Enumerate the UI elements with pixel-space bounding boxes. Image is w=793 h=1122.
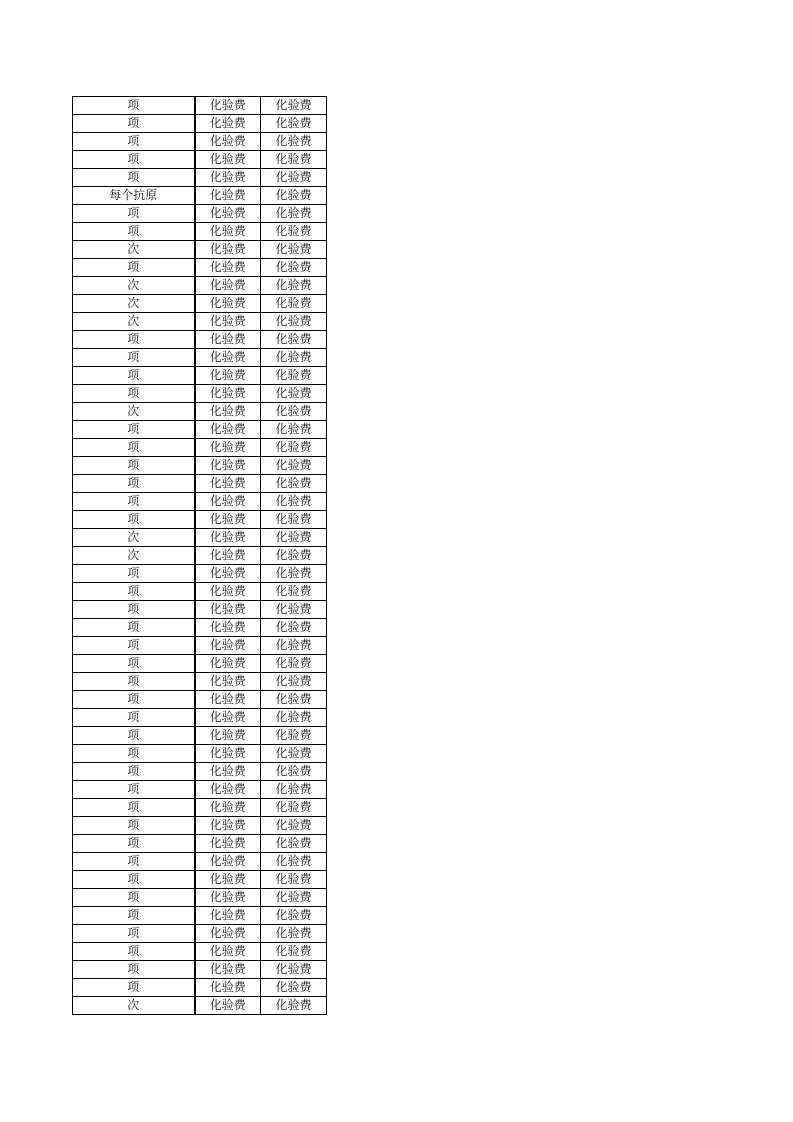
fee-type-cell: 化验费 [261, 943, 327, 961]
table-row [73, 673, 327, 691]
unit-cell: 项 [73, 961, 195, 979]
fee-type-cell: 化验费 [261, 727, 327, 745]
unit-cell: 项 [73, 781, 195, 799]
table-row [73, 205, 327, 223]
table-row [73, 421, 327, 439]
fee-category-cell: 化验费 [195, 349, 261, 367]
fee-category-cell: 化验费 [195, 241, 261, 259]
fee-category-cell: 化验费 [195, 205, 261, 223]
unit-cell: 项 [73, 511, 195, 529]
table-row [73, 151, 327, 169]
table-row [73, 385, 327, 403]
fee-category-cell: 化验费 [195, 313, 261, 331]
table-row [73, 169, 327, 187]
fee-category-cell: 化验费 [195, 655, 261, 673]
fee-category-cell: 化验费 [195, 511, 261, 529]
fee-category-cell: 化验费 [195, 403, 261, 421]
fee-type-cell: 化验费 [261, 241, 327, 259]
fee-type-cell: 化验费 [261, 781, 327, 799]
fee-category-cell: 化验费 [195, 547, 261, 565]
unit-cell: 项 [73, 493, 195, 511]
unit-cell: 项 [73, 925, 195, 943]
unit-cell: 项 [73, 835, 195, 853]
unit-cell: 项 [73, 655, 195, 673]
fee-type-cell: 化验费 [261, 457, 327, 475]
fee-type-cell: 化验费 [261, 529, 327, 547]
table-row [73, 781, 327, 799]
fee-type-cell: 化验费 [261, 673, 327, 691]
table-row [73, 961, 327, 979]
table-row [73, 763, 327, 781]
unit-cell: 项 [73, 799, 195, 817]
table-row [73, 727, 327, 745]
fee-category-cell: 化验费 [195, 187, 261, 205]
fee-type-cell: 化验费 [261, 349, 327, 367]
fee-category-cell: 化验费 [195, 475, 261, 493]
table-row [73, 475, 327, 493]
unit-cell: 项 [73, 421, 195, 439]
fee-category-cell: 化验费 [195, 727, 261, 745]
unit-cell: 项 [73, 817, 195, 835]
unit-cell: 项 [73, 673, 195, 691]
unit-cell: 项 [73, 97, 195, 115]
unit-cell: 次 [73, 295, 195, 313]
fee-category-cell: 化验费 [195, 385, 261, 403]
fee-type-cell: 化验费 [261, 583, 327, 601]
fee-category-cell: 化验费 [195, 601, 261, 619]
fee-category-cell: 化验费 [195, 331, 261, 349]
unit-cell: 项 [73, 889, 195, 907]
fee-category-cell: 化验费 [195, 853, 261, 871]
table-row [73, 835, 327, 853]
fee-type-cell: 化验费 [261, 853, 327, 871]
unit-cell: 项 [73, 385, 195, 403]
unit-cell: 项 [73, 601, 195, 619]
fee-type-cell: 化验费 [261, 403, 327, 421]
fee-type-cell: 化验费 [261, 331, 327, 349]
fee-category-cell: 化验费 [195, 151, 261, 169]
unit-cell: 项 [73, 691, 195, 709]
table-row [73, 565, 327, 583]
fee-type-cell: 化验费 [261, 601, 327, 619]
unit-cell: 项 [73, 331, 195, 349]
fee-category-cell: 化验费 [195, 745, 261, 763]
unit-cell: 项 [73, 457, 195, 475]
fee-type-cell: 化验费 [261, 547, 327, 565]
fee-type-cell: 化验费 [261, 97, 327, 115]
unit-cell: 项 [73, 871, 195, 889]
fee-type-cell: 化验费 [261, 565, 327, 583]
fee-category-cell: 化验费 [195, 133, 261, 151]
unit-cell: 次 [73, 529, 195, 547]
table-row [73, 925, 327, 943]
unit-cell: 项 [73, 259, 195, 277]
fee-type-cell: 化验费 [261, 385, 327, 403]
fee-type-cell: 化验费 [261, 133, 327, 151]
unit-cell: 项 [73, 943, 195, 961]
fee-type-cell: 化验费 [261, 151, 327, 169]
fee-category-cell: 化验费 [195, 835, 261, 853]
fee-type-cell: 化验费 [261, 313, 327, 331]
fee-category-cell: 化验费 [195, 457, 261, 475]
table-row [73, 511, 327, 529]
table-row [73, 277, 327, 295]
fee-category-cell: 化验费 [195, 763, 261, 781]
fee-type-cell: 化验费 [261, 871, 327, 889]
fee-type-cell: 化验费 [261, 187, 327, 205]
table-row [73, 223, 327, 241]
table-row [73, 709, 327, 727]
table-row [73, 655, 327, 673]
fee-type-cell: 化验费 [261, 817, 327, 835]
fee-category-cell: 化验费 [195, 691, 261, 709]
table-row [73, 547, 327, 565]
unit-cell: 项 [73, 763, 195, 781]
table-row [73, 637, 327, 655]
fee-type-cell: 化验费 [261, 745, 327, 763]
fee-type-cell: 化验费 [261, 799, 327, 817]
fee-category-cell: 化验费 [195, 979, 261, 997]
unit-cell: 次 [73, 547, 195, 565]
fee-category-cell: 化验费 [195, 277, 261, 295]
unit-cell: 次 [73, 997, 195, 1015]
fee-type-cell: 化验费 [261, 367, 327, 385]
unit-cell: 项 [73, 133, 195, 151]
unit-cell: 项 [73, 709, 195, 727]
unit-cell: 项 [73, 169, 195, 187]
table-row [73, 331, 327, 349]
fee-table-body [73, 97, 327, 1015]
unit-cell: 次 [73, 313, 195, 331]
fee-category-cell: 化验费 [195, 565, 261, 583]
fee-category-cell: 化验费 [195, 259, 261, 277]
table-row [73, 871, 327, 889]
unit-cell: 项 [73, 727, 195, 745]
fee-category-cell: 化验费 [195, 583, 261, 601]
table-row [73, 619, 327, 637]
table-row [73, 133, 327, 151]
table-row [73, 979, 327, 997]
fee-type-cell: 化验费 [261, 979, 327, 997]
fee-type-cell: 化验费 [261, 439, 327, 457]
fee-category-cell: 化验费 [195, 943, 261, 961]
table-row [73, 367, 327, 385]
table-row [73, 943, 327, 961]
unit-cell: 项 [73, 115, 195, 133]
unit-cell: 项 [73, 637, 195, 655]
unit-cell: 次 [73, 241, 195, 259]
table-row [73, 187, 327, 205]
fee-type-cell: 化验费 [261, 259, 327, 277]
fee-category-cell: 化验费 [195, 529, 261, 547]
fee-category-cell: 化验费 [195, 961, 261, 979]
table-row [73, 853, 327, 871]
table-row [73, 115, 327, 133]
table-row [73, 259, 327, 277]
table-row [73, 313, 327, 331]
fee-type-cell: 化验费 [261, 169, 327, 187]
fee-type-cell: 化验费 [261, 709, 327, 727]
table-row [73, 457, 327, 475]
fee-category-cell: 化验费 [195, 169, 261, 187]
unit-cell: 次 [73, 277, 195, 295]
fee-type-cell: 化验费 [261, 691, 327, 709]
fee-type-cell: 化验费 [261, 889, 327, 907]
fee-type-cell: 化验费 [261, 493, 327, 511]
fee-category-cell: 化验费 [195, 799, 261, 817]
fee-category-cell: 化验费 [195, 925, 261, 943]
fee-type-cell: 化验费 [261, 115, 327, 133]
unit-cell: 项 [73, 907, 195, 925]
unit-cell: 每个抗原 [73, 187, 195, 205]
table-row [73, 889, 327, 907]
unit-cell: 项 [73, 223, 195, 241]
table-row [73, 295, 327, 313]
fee-category-cell: 化验费 [195, 367, 261, 385]
table-row [73, 349, 327, 367]
table-row [73, 583, 327, 601]
unit-cell: 项 [73, 439, 195, 457]
table-row [73, 403, 327, 421]
table-row [73, 601, 327, 619]
unit-cell: 项 [73, 565, 195, 583]
fee-type-cell: 化验费 [261, 421, 327, 439]
fee-category-cell: 化验费 [195, 709, 261, 727]
fee-category-cell: 化验费 [195, 223, 261, 241]
table-row [73, 691, 327, 709]
fee-type-cell: 化验费 [261, 205, 327, 223]
unit-cell: 项 [73, 205, 195, 223]
unit-cell: 项 [73, 349, 195, 367]
unit-cell: 项 [73, 853, 195, 871]
unit-cell: 项 [73, 475, 195, 493]
fee-type-cell: 化验费 [261, 925, 327, 943]
fee-category-cell: 化验费 [195, 619, 261, 637]
fee-table [72, 96, 327, 1015]
fee-category-cell: 化验费 [195, 97, 261, 115]
fee-category-cell: 化验费 [195, 421, 261, 439]
fee-category-cell: 化验费 [195, 889, 261, 907]
fee-type-cell: 化验费 [261, 295, 327, 313]
table-row [73, 745, 327, 763]
fee-type-cell: 化验费 [261, 835, 327, 853]
table-row [73, 439, 327, 457]
fee-type-cell: 化验费 [261, 511, 327, 529]
fee-type-cell: 化验费 [261, 619, 327, 637]
unit-cell: 次 [73, 403, 195, 421]
table-row [73, 817, 327, 835]
fee-type-cell: 化验费 [261, 961, 327, 979]
fee-category-cell: 化验费 [195, 637, 261, 655]
unit-cell: 项 [73, 367, 195, 385]
unit-cell: 项 [73, 151, 195, 169]
unit-cell: 项 [73, 979, 195, 997]
fee-type-cell: 化验费 [261, 907, 327, 925]
fee-category-cell: 化验费 [195, 115, 261, 133]
fee-type-cell: 化验费 [261, 637, 327, 655]
fee-type-cell: 化验费 [261, 997, 327, 1015]
fee-type-cell: 化验费 [261, 277, 327, 295]
table-row [73, 997, 327, 1015]
table-row [73, 97, 327, 115]
table-row [73, 241, 327, 259]
unit-cell: 项 [73, 745, 195, 763]
fee-category-cell: 化验费 [195, 907, 261, 925]
table-row [73, 493, 327, 511]
unit-cell: 项 [73, 583, 195, 601]
fee-category-cell: 化验费 [195, 439, 261, 457]
fee-category-cell: 化验费 [195, 493, 261, 511]
fee-type-cell: 化验费 [261, 763, 327, 781]
fee-type-cell: 化验费 [261, 223, 327, 241]
fee-category-cell: 化验费 [195, 295, 261, 313]
fee-category-cell: 化验费 [195, 871, 261, 889]
fee-category-cell: 化验费 [195, 817, 261, 835]
fee-category-cell: 化验费 [195, 673, 261, 691]
table-row [73, 907, 327, 925]
fee-category-cell: 化验费 [195, 997, 261, 1015]
table-row [73, 529, 327, 547]
table-row [73, 799, 327, 817]
unit-cell: 项 [73, 619, 195, 637]
fee-category-cell: 化验费 [195, 781, 261, 799]
fee-type-cell: 化验费 [261, 475, 327, 493]
fee-type-cell: 化验费 [261, 655, 327, 673]
